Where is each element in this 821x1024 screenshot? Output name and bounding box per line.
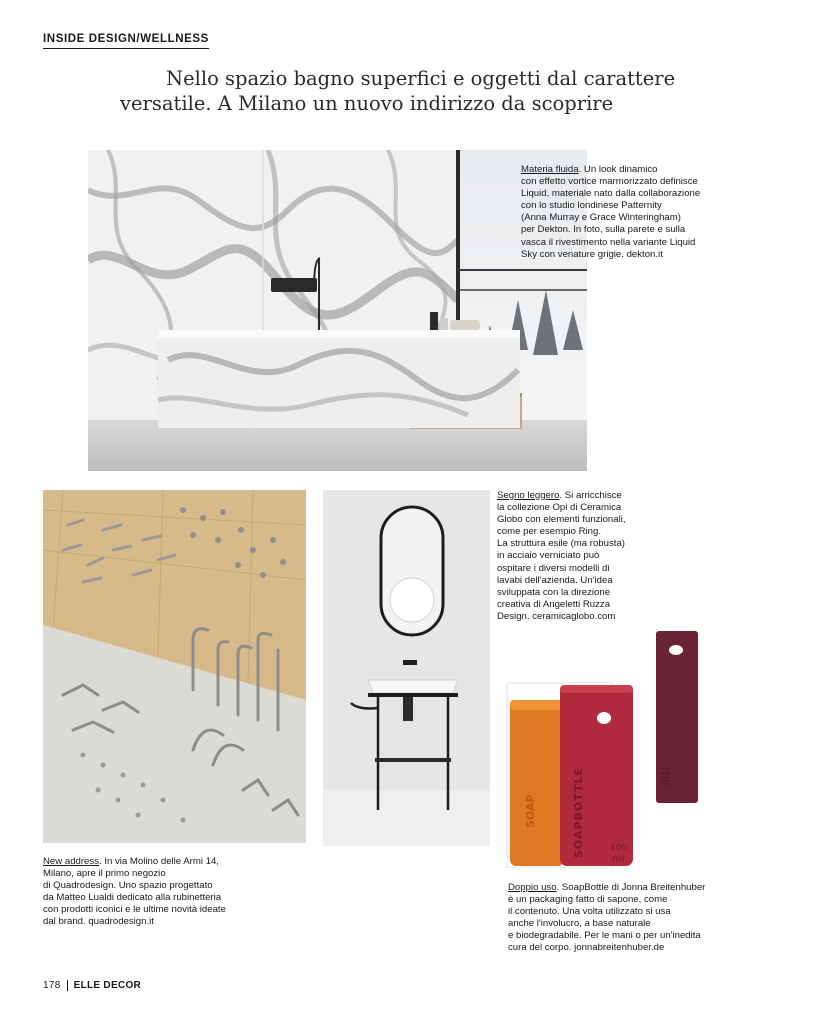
headline-line-1: Nello spazio bagno superfici e oggetti dal carattere [166, 67, 676, 90]
caption-text: (Anna Murray e Grace Winteringham) [521, 212, 681, 224]
faucets-illustration [43, 490, 306, 843]
caption-text: Sky con venature grigie. dekton.it [521, 248, 663, 260]
caption-materia-fluida [521, 164, 741, 261]
caption-text: . Un look dinamico [578, 164, 658, 175]
headline-line-2: versatile. A Milano un nuovo indirizzo da scoprire [120, 92, 614, 115]
caption-segno-leggero [497, 490, 667, 623]
caption-text: vasca il rivestimento nella variante Liquid [521, 236, 696, 248]
caption-text: e biodegradabile. Per le mani o per un'inedita [508, 930, 701, 942]
page-number: 178 [43, 980, 68, 991]
bathtub-photo [88, 150, 587, 471]
caption-text: lavabi dell'azienda. Un'idea [497, 574, 613, 586]
caption-text: creativa di Angeletti Ruzza [497, 598, 611, 610]
caption-text: . Si arricchisce [559, 490, 622, 501]
caption-lead: Materia fluida [521, 164, 579, 175]
caption-text: come per esempio Ring. [497, 526, 601, 538]
caption-lead: Segno leggero [497, 490, 560, 501]
caption-text: il contenuto. Una volta utilizzato si usa [508, 906, 671, 918]
svg-text:SOAP: SOAP [524, 794, 537, 828]
soapbottle-illustration [504, 628, 714, 868]
caption-lead: New address [43, 856, 99, 867]
caption-new-address [43, 856, 303, 929]
caption-text: con effetto vortice marmorizzato definisce [521, 176, 698, 188]
magazine-name: ELLE DECOR [73, 980, 142, 991]
soapbottle-volume: 100 [610, 843, 628, 853]
caption-text: sviluppata con la direzione [497, 586, 611, 598]
caption-text: La struttura esile (ma robusta) [497, 538, 625, 550]
bathtub-illustration [88, 150, 587, 471]
caption-text: Globo con elementi funzionali, [497, 514, 626, 526]
section-label: INSIDE DESIGN/WELLNESS [43, 33, 209, 49]
caption-text: la collezione Opi di Ceramica [497, 502, 622, 514]
soapbottle-brand-text: SOAPBOTTLE [572, 766, 585, 858]
soapbottle-photo [504, 628, 714, 868]
caption-text: anche l'involucro, a base naturale [508, 918, 651, 930]
caption-text: Milano, apre il primo negozio [43, 868, 166, 880]
caption-text: da Matteo Lualdi dedicato alla rubinetteria [43, 892, 222, 904]
caption-text: con lo studio londinese Patternity [521, 200, 662, 212]
caption-text: per Dekton. In foto, sulla parete e sulla [521, 224, 686, 236]
caption-text: Design. ceramicaglobo.com [497, 610, 616, 622]
caption-text: Liquid, materiale nato dalla collaborazione [521, 188, 701, 200]
caption-text: con prodotti iconici e le ultime novità ideate [43, 904, 226, 916]
caption-text: cura del corpo. jonnabreitenhuber.de [508, 942, 665, 954]
page-footer [43, 980, 141, 991]
faucets-photo [43, 490, 306, 843]
caption-text: di Quadrodesign. Uno spazio progettato [43, 880, 213, 892]
caption-doppio-uso [508, 882, 768, 955]
caption-lead: Doppio uso [508, 882, 557, 893]
svg-text:UIN: UIN [659, 766, 673, 788]
headline [120, 66, 680, 116]
caption-text: ospitare i diversi modelli di [497, 562, 610, 574]
caption-text: . In via Molino delle Armi 14, [99, 856, 219, 867]
caption-text: è un packaging fatto di sapone, come [508, 894, 668, 906]
caption-text: . SoapBottle di Jonna Breitenhuber [556, 882, 706, 893]
washbasin-illustration [323, 490, 490, 846]
caption-text: dal brand. quadrodesign.it [43, 916, 154, 928]
washbasin-photo [323, 490, 490, 846]
caption-text: in acciaio verniciato può [497, 550, 600, 562]
soapbottle-unit: ml [612, 854, 625, 865]
